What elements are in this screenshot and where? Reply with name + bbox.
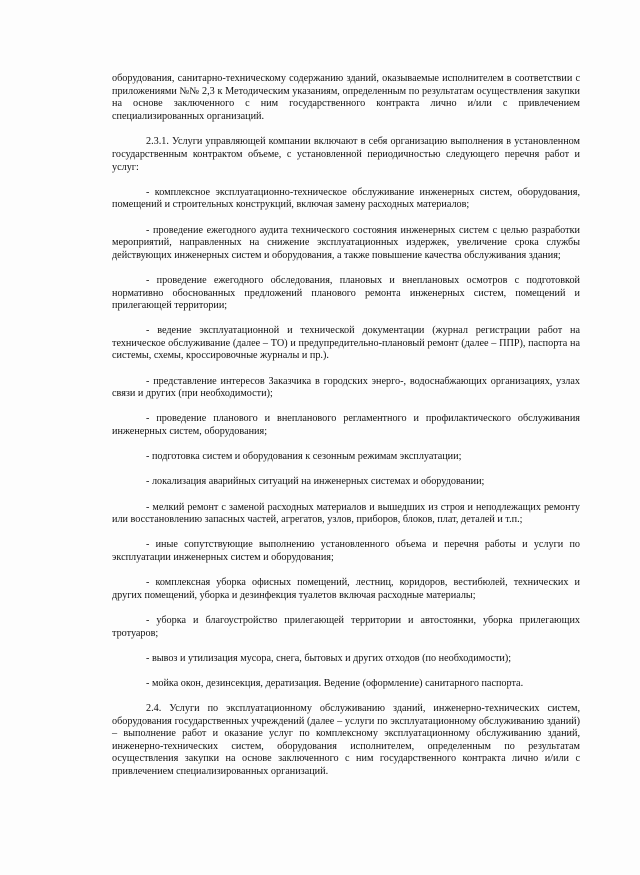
paragraph-continuation: оборудования, санитарно-техническому содержанию зданий, оказываемые исполнителем в соответствии с приложениями №№ 2,3 к Методическим указаниям, определенным по результатам осуществления закупки на основе заключенного с ним государственного контракта лично и/или с привлечением специализированных организаций. [112, 73, 580, 122]
document-body [112, 73, 580, 779]
list-item: - мелкий ремонт с заменой расходных материалов и вышедших из строя и неподлежащих ремонту или восстановлению запасных частей, агрегатов, узлов, приборов, блоков, плат, деталей и т.п.; [112, 501, 580, 526]
list-item: - вывоз и утилизация мусора, снега, бытовых и других отходов (по необходимости); [146, 652, 512, 664]
list-item: - проведение ежегодного аудита технического состояния инженерных систем с целью разработки мероприятий, направленных на снижение эксплуатационных издержек, увеличение срока службы действующих инженерных систем и оборудования, а также повышение качества обслуживания здания; [112, 224, 580, 261]
list-item: - иные сопутствующие выполнению установленного объема и перечня работы и услуги по эксплуатации инженерных систем и оборудования; [112, 539, 580, 563]
list-item: - мойка окон, дезинсекция, дератизация. Ведение (оформление) санитарного паспорта. [146, 677, 524, 689]
paragraph-2-4: 2.4. Услуги по эксплуатационному обслуживанию зданий, инженерно-технических систем, оборудования государственных учреждений (далее – услуги по эксплуатационному обслуживанию зданий) – выполнение работ и оказание услуг по комплексному эксплуатационному обслуживанию зданий, инженерно-технических систем, оборудования исполнителем, определенным по результатам осуществления закупки на основе заключенного с ним государственного контракта лично и/или с привлечением специализированных организаций. [112, 703, 580, 778]
list-item: - проведение ежегодного обследования, плановых и внеплановых осмотров с подготовкой нормативно обоснованных предложений планового ремонта инженерных систем, помещений и прилегающей территории; [112, 274, 580, 312]
list-item: - комплексная уборка офисных помещений, лестниц, коридоров, вестибюлей, технических и других помещений, уборка и дезинфекция туалетов включая расходные материалы; [112, 577, 580, 601]
list-item: - ведение эксплуатационной и технической документации (журнал регистрации работ на техническое обслуживание (далее – ТО) и предупредительно-плановый ремонт (далее – ППР), паспорта на системы, схемы, кроссировочные журналы и пр.). [112, 325, 580, 362]
list-item: - локализация аварийных ситуаций на инженерных системах и оборудовании; [146, 476, 485, 488]
paragraph-2-3-1: 2.3.1. Услуги управляющей компании включают в себя организацию выполнения в установленном государственным контрактом объеме, с установленной периодичностью следующего перечня работ и услуг: [112, 136, 580, 173]
list-item: - представление интересов Заказчика в городских энерго-, водоснабжающих организациях, узлах связи и других (при необходимости); [112, 375, 580, 400]
list-item: - проведение планового и внепланового регламентного и профилактического обслуживания инженерных систем, оборудования; [112, 413, 580, 438]
list-item: - подготовка систем и оборудования к сезонным режимам эксплуатации; [146, 451, 462, 463]
list-item: - уборка и благоустройство прилегающей территории и автостоянки, уборка прилегающих тротуаров; [112, 614, 580, 639]
list-item: - комплексное эксплуатационно-техническое обслуживание инженерных систем, оборудования, помещений и строительных конструкций, включая замену расходных материалов; [112, 186, 580, 211]
